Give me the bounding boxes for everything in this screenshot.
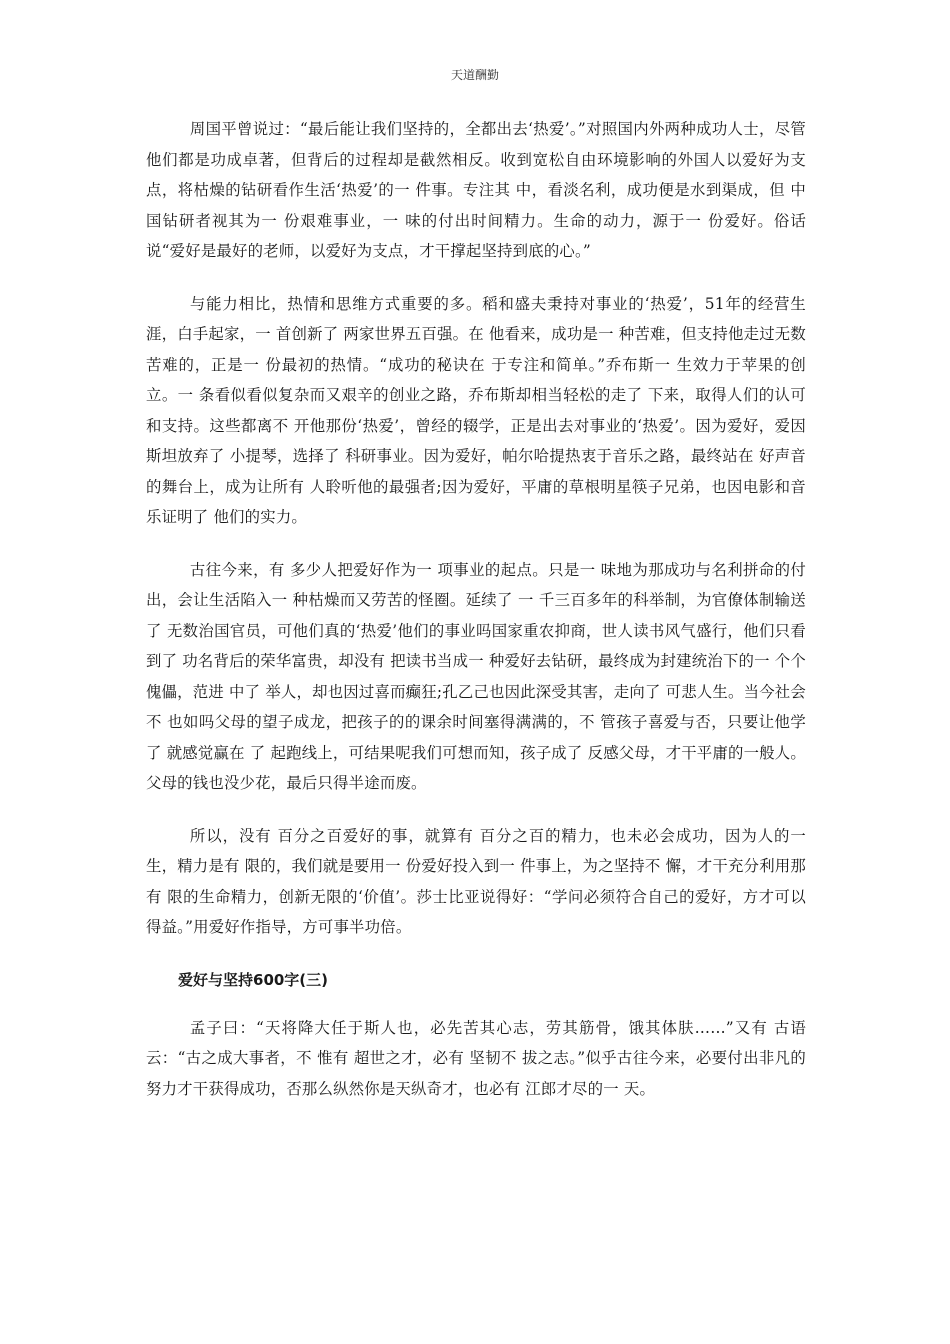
paragraph-3: 古往今来，有 多少人把爱好作为一 项事业的起点。只是一 味地为那成功与名利拼命的付出，会让生活陷入一 种枯燥而又劳苦的怪圈。延续了 一 千三百多年的科举制，为官僚体制输送了 无数治国官员，可他们真的‘热爱’他们的事业吗国家重农抑商，世人读书风气盛行，他们只看到了 功名背后的荣华富贵，却没有 把读书当成一 种爱好去钻研，最终成为封建统治下的一 个个傀儡，范进 中了 举人，却也因过喜而癫狂;孔乙己也因此深受其害，走向了 可悲人生。当今社会不 也如吗父母的望子成龙，把孩子的的课余时间塞得满满的，不 管孩子喜爱与否，只要让他学了 就感觉赢在 了 起跑线上，可结果呢我们可想而知，孩子成了 反感父母，才干平庸的一般人。父母的钱也没少花，最后只得半途而废。: [146, 560, 806, 792]
section-heading: 爱好与坚持600字(三): [178, 970, 329, 989]
paragraph-2: 与能力相比，热情和思维方式重要的多。稻和盛夫秉持对事业的‘热爱’，51年的经营生涯，白手起家，一 首创新了 两家世界五百强。在 他看来，成功是一 种苦难，但支持他走过无数苦难的，正是一 份最初的热情。“成功的秘诀在 于专注和简单。”乔布斯一 生效力于苹果的创立。一 条看似看似复杂而又艰辛的创业之路，乔布斯却相当轻松的走了 下来，取得人们的认可和支持。这些都离不 开他那份‘热爱’，曾经的辍学，正是出去对事业的‘热爱’。因为爱好，爱因斯坦放弃了 小提琴，选择了 科研事业。因为爱好，帕尔哈提热衷于音乐之路，最终站在 好声音的舞台上，成为让所有 人聆听他的最强者;因为爱好，平庸的草根明星筷子兄弟，也因电影和音乐证明了 他们的实力。: [146, 294, 806, 526]
section-paragraph-1: 孟子曰：“天将降大任于斯人也，必先苦其心志，劳其筋骨，饿其体肤……”又有 古语云：“古之成大事者，不 惟有 超世之才，必有 坚韧不 拔之志。”似乎古往今来，必要付出非凡的努力才干获得成功，否那么纵然你是天纵奇才，也必有 江郎才尽的一 天。: [146, 1018, 806, 1098]
paragraph-4: 所以，没有 百分之百爱好的事，就算有 百分之百的精力，也未必会成功，因为人的一 生，精力是有 限的，我们就是要用一 份爱好投入到一 件事上，为之坚持不 懈，才干充分利用那有 限的生命精力，创新无限的‘价值’。莎士比亚说得好：“学问必须符合自己的爱好，方才可以得益。”用爱好作指导，方可事半功倍。: [146, 826, 806, 936]
paragraph-1: 周国平曾说过：“最后能让我们坚持的，全都出去‘热爱’。”对照国内外两种成功人士，尽管他们都是功成卓著，但背后的过程却是截然相反。收到宽松自由环境影响的外国人以爱好为支点，将枯燥的钻研看作生活‘热爱’的一 件事。专注其 中，看淡名利，成功便是水到渠成，但 中国钻研者视其为一 份艰难事业，一 味的付出时间精力。生命的动力，源于一 份爱好。俗话说“爱好是最好的老师，以爱好为支点，才干撑起坚持到底的心。”: [146, 120, 806, 260]
document-body: [146, 114, 806, 1126]
page-header: 天道酬勤: [450, 68, 499, 82]
